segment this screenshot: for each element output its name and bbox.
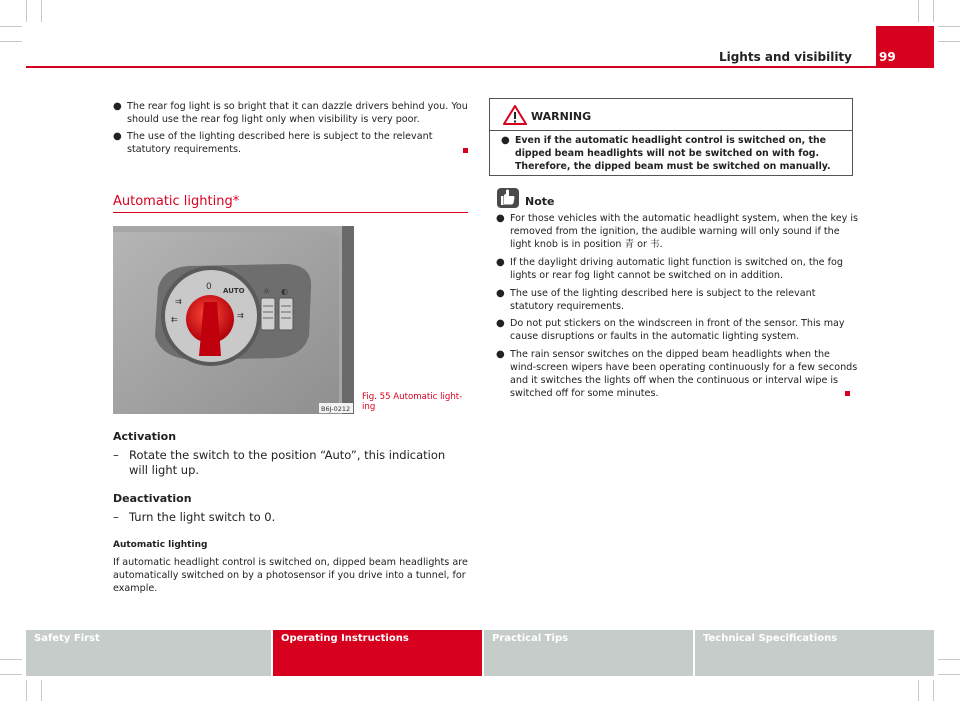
crop-mark (933, 680, 934, 701)
crop-mark (938, 26, 960, 27)
light-switch-illustration (113, 226, 354, 414)
note-title: Note (525, 195, 555, 208)
crop-mark (0, 26, 22, 27)
image-id-label: B6J-0212 (321, 405, 351, 413)
list-item-text: Rotate the switch to the position “Auto”, this indication will light up. (129, 448, 446, 477)
bullet-icon: ● (501, 135, 510, 146)
switch-label-zero: 0 (206, 282, 212, 292)
end-mark-icon (845, 391, 850, 396)
footer-tab-label: Technical Specifications (703, 633, 838, 644)
dash-icon: – (113, 510, 119, 524)
svg-text:⇉: ⇉ (175, 297, 182, 306)
list-item-text: Do not put stickers on the windscreen in front of the sensor. This may cause disruptions or faults in the automatic lighting system. (510, 318, 845, 342)
bullet-icon: ● (496, 318, 505, 329)
header-title: Lights and visibility (718, 50, 852, 64)
svg-text:⇇: ⇇ (171, 315, 178, 324)
warning-text: Even if the automatic headlight control is switched on, the dipped beam headlights will not be switched on with fog. Therefore, the dipped beam must be switched on manually. (515, 135, 831, 172)
crop-mark (0, 41, 22, 42)
crop-mark (918, 680, 919, 701)
figure-caption: Fig. 55 Automatic light-ing (362, 392, 463, 412)
note-hand-icon (496, 187, 520, 209)
list-item-text: The use of the lighting described here is subject to the relevant statutory requirements. (510, 288, 816, 312)
footer-tab-operating-instructions[interactable] (273, 630, 482, 676)
page-number: 99 (879, 50, 896, 64)
list-item-text: If the daylight driving automatic light function is switched on, the fog lights or rear fog light cannot be switched on in addition. (510, 257, 843, 281)
footer-tab-label: Operating Instructions (281, 633, 409, 644)
list-item (496, 348, 858, 400)
dash-icon: – (113, 448, 119, 462)
crop-mark (26, 680, 27, 701)
bullet-icon: ● (496, 349, 505, 360)
warning-title: WARNING (531, 110, 592, 123)
footer-tab-safety-first[interactable] (26, 630, 271, 676)
list-item-text: The use of the lighting described here is subject to the relevant statutory requirements. (127, 131, 433, 155)
crop-mark (0, 659, 22, 660)
crop-mark (918, 0, 919, 22)
paragraph: If automatic headlight control is switched on, dipped beam headlights are automatically switched on by a photosensor if you drive into a tunnel, for example. (113, 557, 468, 594)
warning-box (489, 98, 853, 176)
subheading: Automatic lighting (113, 540, 208, 550)
list-item (496, 256, 858, 282)
list-item (113, 100, 468, 126)
switch-label-auto: AUTO (223, 287, 245, 295)
crop-mark (938, 674, 960, 675)
footer-tab-practical-tips[interactable] (484, 630, 693, 676)
list-item (496, 317, 858, 343)
svg-text:⇉: ⇉ (237, 311, 244, 320)
list-item-text: Turn the light switch to 0. (129, 510, 276, 524)
list-item (496, 212, 858, 251)
bullet-icon: ● (496, 213, 505, 224)
list-item (496, 287, 858, 313)
bullet-icon: ● (496, 288, 505, 299)
list-item (113, 130, 468, 156)
list-item (113, 510, 463, 525)
activation-heading: Activation (113, 430, 177, 443)
list-item-text: For those vehicles with the automatic headlight system, when the key is removed from the ignition, the audible warning will only sound if the light knob is in position ⻘ or ⻙. (510, 213, 858, 250)
section-title: Automatic lighting* (113, 194, 240, 209)
bullet-icon: ● (113, 131, 122, 142)
bullet-icon: ● (496, 257, 505, 268)
section-rule (113, 212, 468, 213)
crop-mark (26, 0, 27, 22)
crop-mark (0, 674, 22, 675)
list-item (501, 134, 846, 173)
deactivation-heading: Deactivation (113, 492, 192, 505)
bullet-icon: ● (113, 101, 122, 112)
warning-header (490, 99, 852, 131)
footer-tab-technical-specifications[interactable] (695, 630, 934, 676)
list-item-text: The rear fog light is so bright that it can dazzle drivers behind you. You should use the rear fog light only when visibility is very poor. (127, 101, 468, 125)
crop-mark (938, 41, 960, 42)
figure-photo (113, 226, 354, 414)
end-mark-icon (463, 148, 468, 153)
warning-triangle-icon (503, 105, 527, 125)
list-item-text: The rain sensor switches on the dipped beam headlights when the wind-screen wipers have been operating continuously for a few seconds and it switches the lights off when the continuous or interval wipe is switched off for some minutes. (510, 349, 858, 399)
list-item (113, 448, 463, 478)
header-rule (26, 66, 934, 68)
svg-text:◐: ◐ (281, 287, 288, 296)
svg-text:☼: ☼ (263, 287, 271, 296)
footer-tab-label: Safety First (34, 633, 100, 644)
crop-mark (933, 0, 934, 22)
footer-tab-label: Practical Tips (492, 633, 569, 644)
crop-mark (41, 680, 42, 701)
crop-mark (41, 0, 42, 22)
crop-mark (938, 659, 960, 660)
